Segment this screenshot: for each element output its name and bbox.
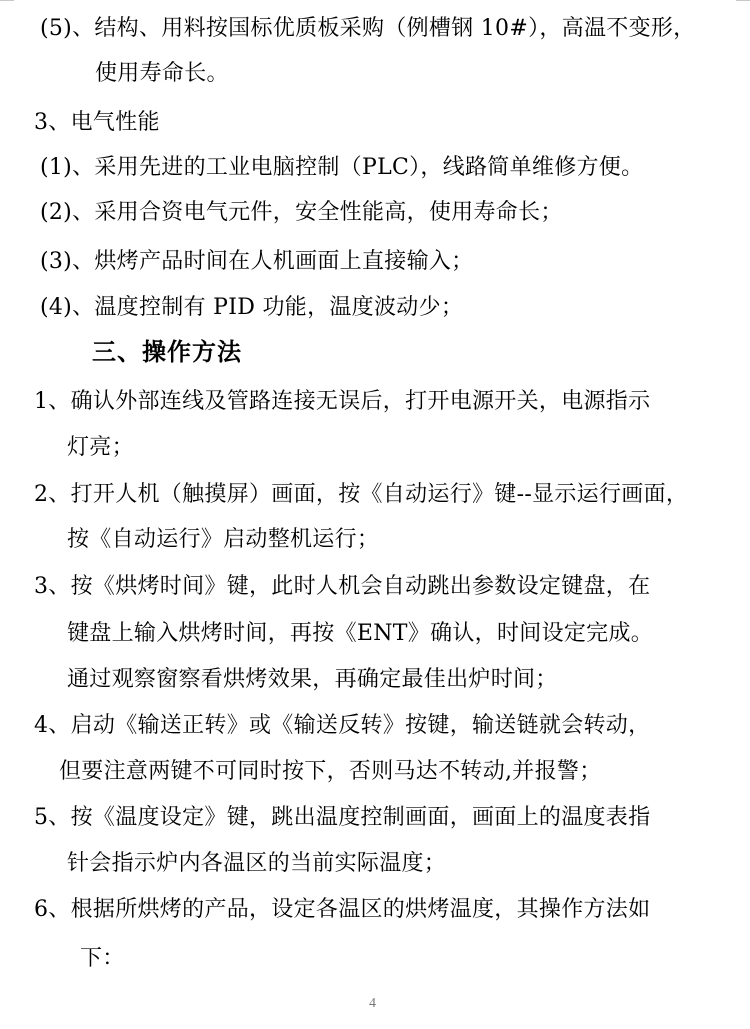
text-line: 针会指示炉内各温区的当前实际温度； bbox=[67, 851, 447, 876]
text-line: 3、按《烘烤时间》键，此时人机会自动跳出参数设定键盘，在 bbox=[34, 574, 651, 599]
text-line: 键盘上输入烘烤时间，再按《ENT》确认，时间设定完成。 bbox=[67, 621, 654, 646]
text-line: 灯亮； bbox=[67, 435, 134, 460]
text-line: 1、确认外部连线及管路连接无误后，打开电源开关，电源指示 bbox=[34, 389, 651, 414]
text-line: (1)、采用先进的工业电脑控制（PLC），线路简单维修方便。 bbox=[40, 155, 644, 180]
text-line: 使用寿命长。 bbox=[95, 61, 229, 86]
text-line: 5、按《温度设定》键，跳出温度控制画面，画面上的温度表指 bbox=[34, 805, 651, 830]
text-line: 6、根据所烘烤的产品，设定各温区的烘烤温度，其操作方法如 bbox=[34, 897, 651, 922]
text-line: 2、打开人机（触摸屏）画面，按《自动运行》键--显示运行画面， bbox=[34, 482, 689, 507]
text-line: (5)、结构、用料按国标优质板采购（例槽钢 10#），高温不变形， bbox=[40, 16, 696, 41]
page-number: 4 bbox=[369, 996, 376, 1011]
section-heading: 3、电气性能 bbox=[34, 110, 160, 135]
chapter-heading: 三、操作方法 bbox=[92, 337, 242, 366]
text-line: 但要注意两键不可同时按下，否则马达不转动,并报警； bbox=[59, 759, 602, 784]
text-line: 通过观察窗察看烘烤效果，再确定最佳出炉时间； bbox=[67, 667, 558, 692]
crop-mark-left bbox=[0, 0, 14, 1]
text-line: 4、启动《输送正转》或《输送反转》按键，输送链就会转动， bbox=[34, 713, 651, 738]
text-line: (2)、采用合资电气元件，安全性能高，使用寿命长； bbox=[40, 200, 563, 225]
text-line: 按《自动运行》启动整机运行； bbox=[67, 527, 380, 552]
text-line: (4)、温度控制有 PID 功能，温度波动少； bbox=[40, 295, 464, 320]
crop-mark-right bbox=[736, 0, 750, 1]
text-line: (3)、烘烤产品时间在人机画面上直接输入； bbox=[40, 249, 474, 274]
text-line: 下： bbox=[80, 946, 125, 971]
